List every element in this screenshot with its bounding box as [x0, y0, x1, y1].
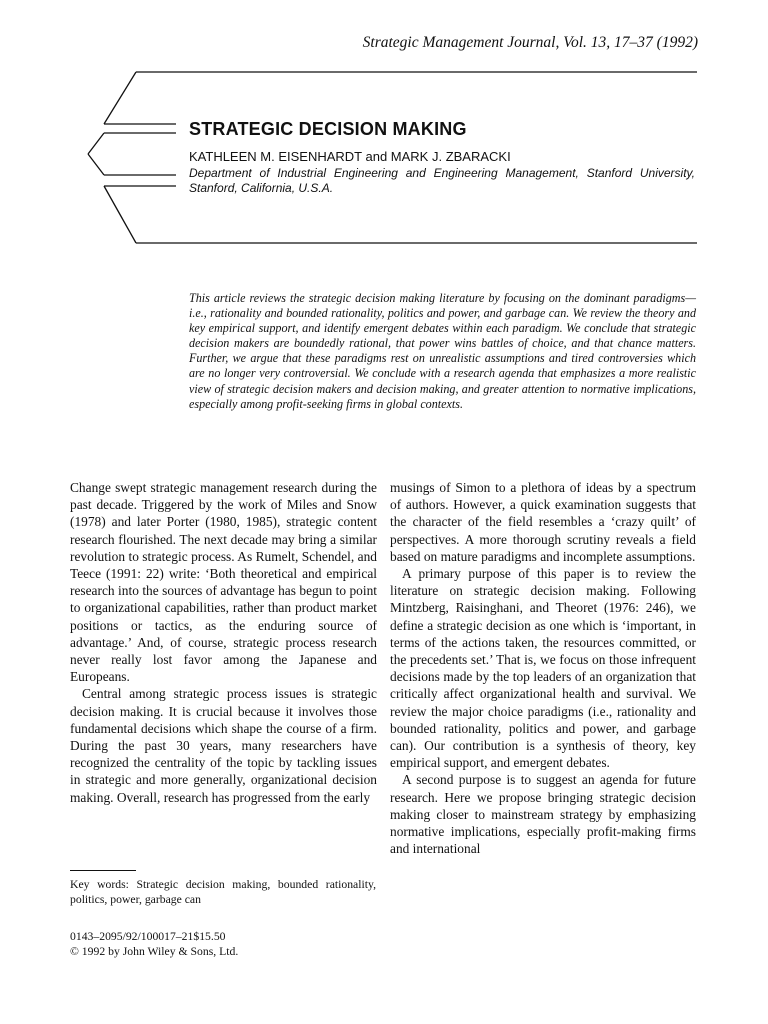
body-column-left — [70, 479, 377, 806]
issn-code: 0143–2095/92/100017–21$15.50 — [70, 930, 226, 943]
abstract: This article reviews the strategic decision making literature by focusing on the dominant paradigms—i.e., rationality and bounded rationality, politics and power, and garbage can. We review the theory and key empirical support, and identify emergent debates within each paradigm. We conclude that strategic decision makers are boundedly rational, that power wins battles of choice, and that chance matters. Further, we argue that these paradigms rest on unrealistic assumptions and tired controversies which are no longer very controversial. We conclude with a research agenda that emphasizes a more realistic view of strategic decision makers and decision making, and greater attention to normative implications, especially among profit-seeking firms in global contexts. — [189, 291, 696, 411]
paper-title: STRATEGIC DECISION MAKING — [189, 119, 467, 139]
keywords: Key words: Strategic decision making, bounded rationality, politics, power, garbage can — [70, 878, 376, 906]
copyright-block — [70, 929, 238, 959]
body-paragraph: A second purpose is to suggest an agenda for future research. Here we propose bringing strategic decision making closer to mainstream strategy by emphasizing normative implications, especially profit-making firms and international — [390, 772, 696, 857]
body-paragraph: A primary purpose of this paper is to review the literature on strategic decision making. Following Mintzberg, Raisinghani, and Theoret (1976: 246), we define a strategic decision as one which is ‘important, in terms of the actions taken, the resources committed, or the precedents set.’ That is, we focus on those infrequent decisions made by the top leaders of an organization that critically affect organizational health and survival. We review the major choice paradigms (i.e., rationality and bounded rationality, politics and power, and garbage can). Our contribution is a synthesis of theory, key empirical support, and emergent debates. — [390, 566, 696, 771]
body-paragraph: Change swept strategic management research during the past decade. Triggered by the work of Miles and Snow (1978) and later Porter (1980, 1985), strategic content research flourished. The next decade may bring a similar revolution to strategic process. As Rumelt, Schendel, and Teece (1991: 22) write: ‘Both theoretical and empirical research into the sources of advantage has begun to point to organizational capabilities, rather than product market positions or tactics, as the enduring source of advantage.’ And, of course, strategic process research never really lost favor among the Japanese and Europeans. — [70, 480, 377, 685]
copyright-notice: © 1992 by John Wiley & Sons, Ltd. — [70, 945, 239, 958]
body-paragraph: Central among strategic process issues is strategic decision making. It is crucial because it involves those fundamental decisions which shape the course of a firm. During the past 30 years, many researchers have recognized the centrality of the topic by tackling issues in strategic and more generally, organizational decision making. Overall, research has progressed from the early — [70, 686, 377, 805]
journal-citation: Strategic Management Journal, Vol. 13, 17–37 (1992) — [362, 34, 698, 51]
author-affiliation: Department of Industrial Engineering and Engineering Management, Stanford University, Stanford, California, U.S.A. — [189, 166, 695, 195]
footnote-divider — [70, 870, 136, 871]
body-paragraph: musings of Simon to a plethora of ideas by a spectrum of authors. However, a quick examination suggests that the character of the field resembles a ‘crazy quilt’ of perspectives. A more thorough scrutiny reveals a field based on mature paradigms and incomplete assumptions. — [390, 480, 696, 564]
paper-authors: KATHLEEN M. EISENHARDT and MARK J. ZBARACKI — [189, 149, 511, 164]
body-column-right — [390, 479, 696, 857]
